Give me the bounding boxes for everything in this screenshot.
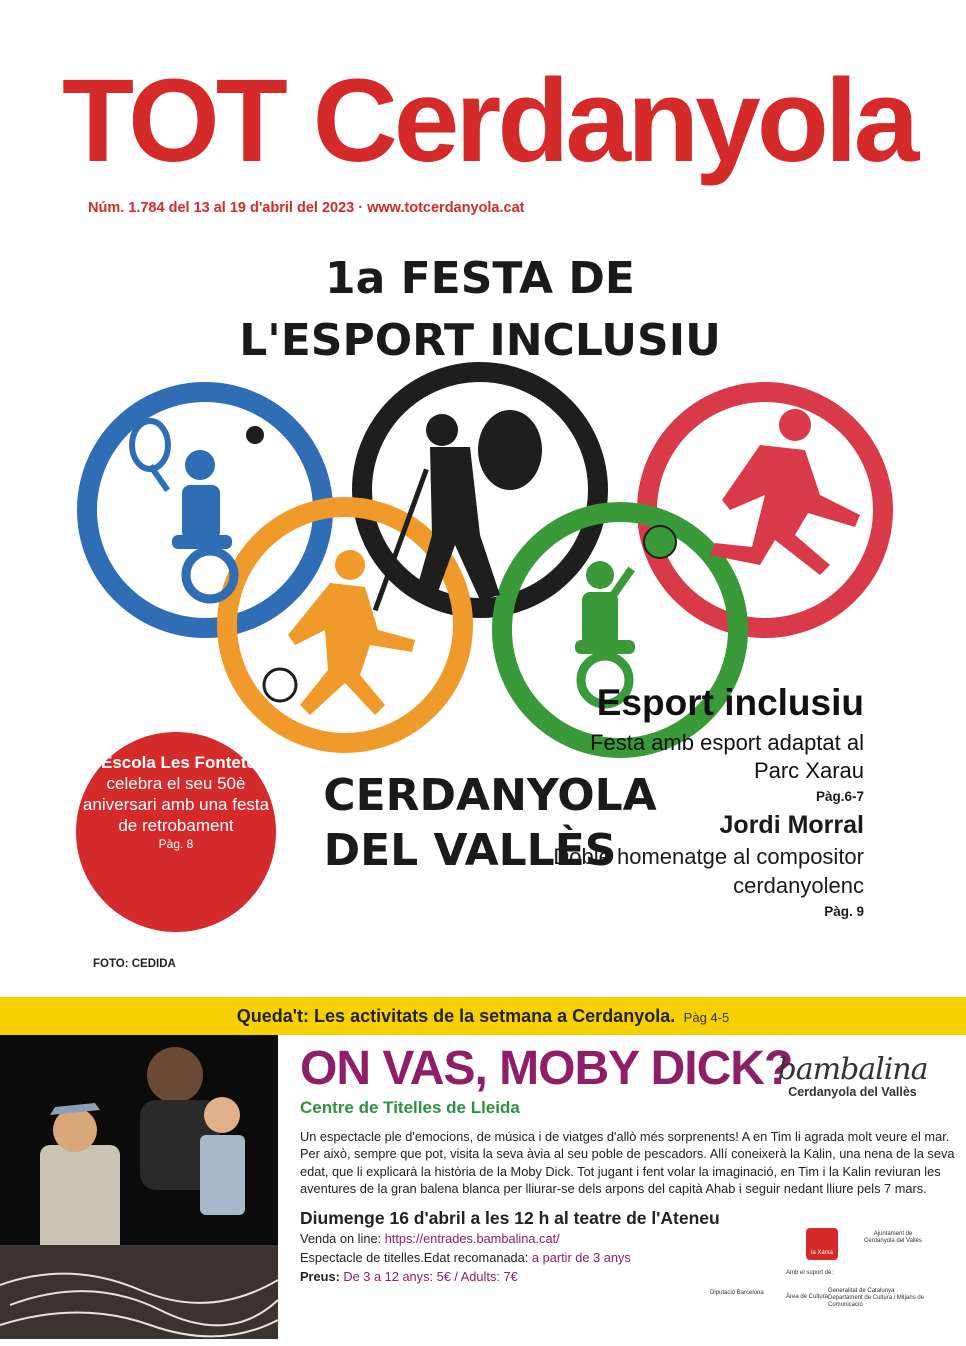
photo-credit: FOTO: CEDIDA xyxy=(93,958,176,970)
hero-title-line1: 1a FESTA DE xyxy=(325,253,635,304)
side-page-1: Pàg.6-7 xyxy=(815,789,864,804)
badge-page: Pàg. 8 xyxy=(158,837,194,851)
side-body-1: Festa amb esport adaptat al Parc Xarau xyxy=(590,730,864,783)
masthead-title: TOT Cerdanyola xyxy=(62,55,916,187)
hero-title-line2: L'ESPORT INCLUSIU xyxy=(239,315,721,366)
price-label: Preus: xyxy=(300,1268,344,1284)
event-description: Un espectacle ple d'emocions, de música i de viatges d'allò més sorprenents! A en Tim li agrada molt veure el mar. Per això, sempre que pot, visita la seva àvia al seu poble de pescadors. Allí coneixerà la Kalin, una nena de la seva edat, que li explicarà la història de la Moby Dick. Tot jugant i fent volar la imaginació, en Tim i la Kalin reviuran les aventures de la gran balena blanca per lliurar-se dels arpons del capità Ahab i seguir nedant lliure pels 7 mars. xyxy=(300,1129,955,1197)
side-page-2: Pàg. 9 xyxy=(824,904,864,919)
age-value: a partir de 3 anys xyxy=(531,1249,631,1265)
support-label: Amb el suport de: xyxy=(786,1270,834,1276)
bar-page-ref: Pàg 4-5 xyxy=(683,1010,730,1025)
school-badge[interactable] xyxy=(76,732,276,932)
runner-figure-icon xyxy=(710,409,860,575)
bambalina-logo xyxy=(775,1052,930,1099)
ajuntament-logo: Ajuntament de Cerdanyola del Vallès xyxy=(864,1231,922,1244)
bambalina-town: Cerdanyola del Vallès xyxy=(788,1085,917,1099)
event-date: Diumenge 16 d'abril a les 12 h al teatre de l'Ateneu xyxy=(300,1207,720,1228)
price-value: De 3 a 12 anys: 5€ / Adults: 7€ xyxy=(343,1268,518,1284)
side-headline-1[interactable]: Esport inclusiu xyxy=(596,682,864,723)
side-headlines xyxy=(544,683,864,919)
sales-label: Venda on line: xyxy=(300,1230,385,1246)
issue-line: Núm. 1.784 del 13 al 19 d'abril del 2023 · www.totcerdanyola.cat xyxy=(88,200,525,216)
diputacio-logo: Diputació Barcelona xyxy=(710,1290,764,1296)
bambalina-logo-text: bambalina xyxy=(777,1052,928,1087)
area-cultura-logo: Àrea de Cultura xyxy=(786,1294,829,1300)
event-title: ON VAS, MOBY DICK? xyxy=(300,1042,793,1095)
generalitat-logo: Generalitat de Catalunya Departament de Cultura i Mitjans de Comunicació xyxy=(828,1288,925,1308)
badge-title: L'Escola Les Fontetes xyxy=(86,753,266,772)
event-subtitle: Centre de Titelles de Lleida xyxy=(300,1098,520,1117)
age-label: Espectacle de titelles.Edat recomanada: xyxy=(300,1249,532,1265)
activities-bar[interactable] xyxy=(0,997,966,1035)
sales-link[interactable]: https://entrades.bambalina.cat/ xyxy=(384,1230,560,1246)
badge-body: celebra el seu 50è aniversari amb una festa de retrobament xyxy=(82,774,270,835)
side-headline-2[interactable]: Jordi Morral xyxy=(719,811,864,839)
sponsor-logos xyxy=(708,1226,928,1316)
bar-main-text: Queda't: Les activitats de la setmana a Cerdanyola. xyxy=(236,1006,676,1026)
side-body-2: Doble homenatge al compositor cerdanyolenc xyxy=(553,844,864,898)
hero-place-line1: CERDANYOLA xyxy=(323,770,657,821)
xarxa-logo: la Xarxa xyxy=(806,1228,838,1260)
hero-place-line2: DEL VALLÈS xyxy=(323,825,617,875)
puppet-photo xyxy=(0,1035,278,1339)
